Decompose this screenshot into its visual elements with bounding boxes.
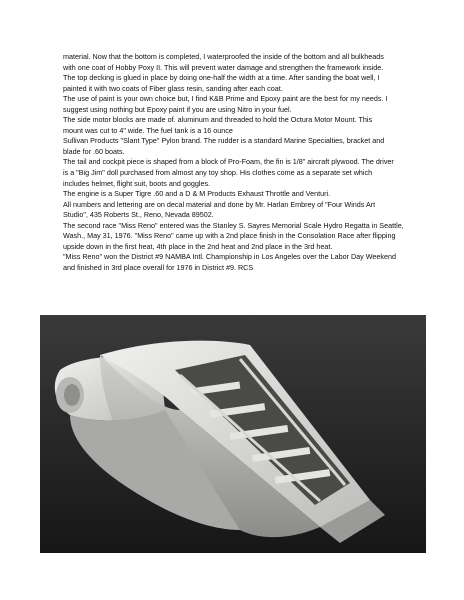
text-line: Wash., May 31, 1976. "Miss Reno" came up with a 2nd place finish in the Consolation Race after flipping [63,231,396,241]
text-line: Studio", 435 Roberts St., Reno, Nevada 89502. [63,210,214,220]
text-line: The engine is a Super Tigre .60 and a D & M Products Exhaust Throttle and Venturi. [63,189,331,199]
text-line: is a "Big Jim" doll purchased from almost any toy shop. His clothes come as a separate set which [63,168,373,178]
text-line: The second race "Miss Reno" entered was the Stanley S. Sayres Memorial Scale Hydro Regatta in Seattle, [63,220,404,230]
text-line: The use of paint is your own choice but, I find K&B Prime and Epoxy paint are the best for my needs. I [63,94,388,104]
text-line: Sullivan Products "Slant Type" Pylon brand. The rudder is a standard Marine Specialties, bracket and [63,136,385,146]
text-line: upside down in the first heat, 4th place in the 2nd heat and 2nd place in the 3rd heat. [63,241,333,251]
text-line: and finished in 3rd place overall for 1976 in District #9. RCS [63,262,254,272]
article-text [63,52,423,273]
text-line: material. Now that the bottom is completed, I waterproofed the inside of the bottom and all bulkheads [63,52,384,61]
text-line: "Miss Reno" won the District #9 NAMBA Intl. Championship in Los Angeles over the Labor Day Weekend [63,252,396,262]
text-line: mount was cut to 4" wide. The fuel tank is a 16 ounce [63,125,233,135]
text-line: suggest using nothing but Epoxy paint if you are using Nitro in your fuel. [63,104,292,114]
text-line: painted it with two coats of Fiber glass resin, sanding after each coat. [63,83,283,93]
model-boat-hull-photo [40,315,426,553]
text-line: All numbers and lettering are on decal material and done by Mr. Harlan Embrey of "Four Winds Art [63,199,376,209]
hull-illustration [40,315,426,553]
text-line: blade for .60 boats. [63,146,125,156]
text-line: The tail and cockpit piece is shaped from a block of Pro-Foam, the fin is 1/8" aircraft plywood. The driver [63,157,394,167]
text-line: The top decking is glued in place by doing one-half the width at a time. After sanding the boat well, I [63,73,380,83]
text-line: includes helmet, flight suit, boots and goggles. [63,178,211,188]
text-line: The side motor blocks are made of. aluminum and threaded to hold the Octura Motor Mount. This [63,115,373,125]
text-line: with one coat of Hobby Poxy II. This will prevent water damage and strengthen the framework inside. [63,62,384,72]
